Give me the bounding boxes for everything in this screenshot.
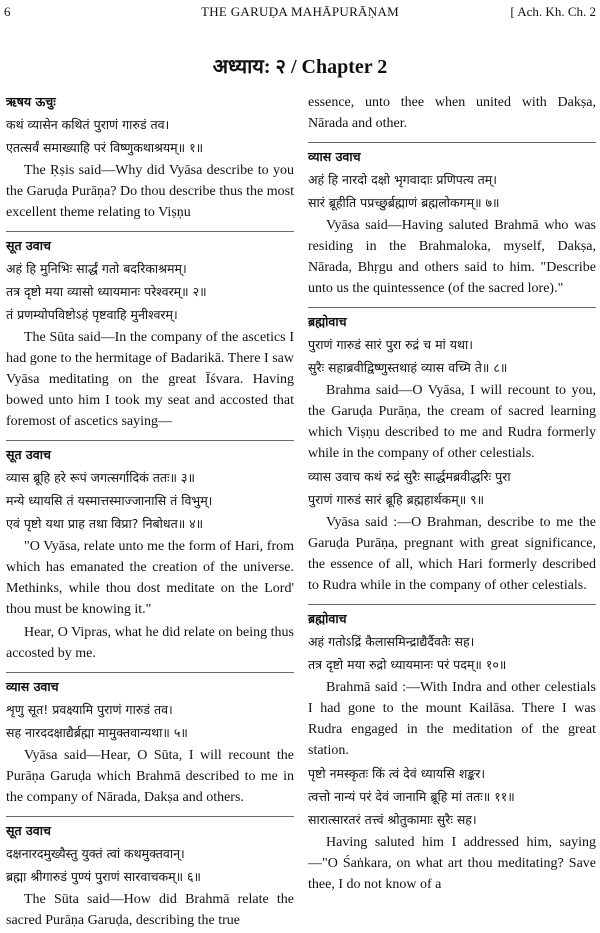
sanskrit-verse: पुराणं गारुडं सारं ब्रूहि ब्रह्महार्थकम्॥ ९॥ — [308, 492, 485, 507]
sanskrit-verse: कथं व्यासेन कथितं पुराणं गारुडं तव। — [6, 117, 170, 132]
section-ref: [ Ach. Kh. Ch. 2 — [510, 4, 596, 19]
speaker-heading: व्यास उवाच — [6, 679, 59, 694]
translation-paragraph: Brahma said—O Vyāsa, I will recount to you, the Garuḍa Purāṇa, the cream of sacred learning which Viṣṇu described to me and Rudra formerly while in the company of other celestials. — [308, 383, 596, 461]
sanskrit-verse: सह नारददक्षाद्यैर्ब्रह्मा मामुक्तवान्यथा॥ ५॥ — [6, 725, 188, 740]
speaker-heading: सूत उवाच — [6, 238, 51, 253]
translation-paragraph: "O Vyāsa, relate unto me the form of Hari, from which has emanated the creation of the universe. Methinks, while thou dost meditate on the Lord' thou must be knowing it." — [6, 539, 294, 617]
speaker-heading: सूत उवाच — [6, 447, 51, 462]
sanskrit-verse: सुरैः सहाब्रवीद्विष्णुस्तथाहं व्यास वच्मि ते॥ ८॥ — [308, 360, 508, 375]
right-column — [308, 92, 596, 897]
sanskrit-verse: तत्र दृष्टो मया व्यासो ध्यायमानः परेश्वरम्॥ २॥ — [6, 284, 207, 299]
divider — [6, 816, 294, 817]
running-header — [4, 4, 596, 22]
translation-paragraph: Having saluted him I addressed him, saying—"O Śaṅkara, on what art thou meditating? Save thee, I do not know of a — [308, 835, 596, 892]
sanskrit-verse: त्वत्तो नान्यं परं देवं जानामि ब्रूहि मां ततः॥ ११॥ — [308, 789, 515, 804]
sanskrit-verse: ब्रह्मा श्रीगारुडं पुण्यं पुराणं सारवाचकम्॥ ६॥ — [6, 869, 202, 884]
sanskrit-verse: दक्षनारदमुख्यैस्तु युक्तं त्वां कथमुक्तवान्। — [6, 846, 185, 861]
sanskrit-verse: व्यास ब्रूहि हरे रूपं जगत्सर्गादिकं ततः॥ ३॥ — [6, 470, 195, 485]
sanskrit-verse: व्यास उवाच कथं रुद्रं सुरैः सार्द्धमब्रवीद्धरिः पुरा — [308, 469, 511, 484]
translation-paragraph: The Ṛṣis said—Why did Vyāsa describe to you the Garuḍa Purāṇa? Do thou describe thus the most excellent theme relating to Viṣṇu — [6, 163, 294, 220]
speaker-heading: व्यास उवाच — [308, 149, 361, 164]
speaker-heading: सूत उवाच — [6, 823, 51, 838]
translation-paragraph: The Sūta said—How did Brahmā relate the sacred Purāṇa Garuḍa, describing the true — [6, 892, 294, 928]
speaker-heading: ऋषय ऊचुः — [6, 94, 56, 109]
sanskrit-verse: सारात्सारतरं तत्त्वं श्रोतुकामाः सुरैः सह। — [308, 812, 477, 827]
translation-paragraph: The Sūta said—In the company of the ascetics I had gone to the hermitage of Badarikā. There I saw Vyāsa meditating on the great Īśvara. Having bowed unto him I took my seat and accosted that foremost of ascetics saying— — [6, 330, 294, 429]
book-title: THE GARUḌA MAHĀPURĀṆAM — [200, 4, 399, 19]
divider — [6, 231, 294, 232]
speaker-heading: ब्रह्मोवाच — [308, 314, 347, 329]
sanskrit-verse: तं प्रणम्योपविष्टोऽहं पृष्टवाहि मुनीश्वरम्। — [6, 307, 178, 322]
translation-paragraph: Brahmā said :—With Indra and other celestials I had gone to the mount Kailāsa. There I was Rudra engaged in the meditation of the great station. — [308, 680, 596, 758]
chapter-title: अध्याय: २ / Chapter 2 — [212, 56, 388, 78]
sanskrit-verse: तत्र दृष्टो मया रुद्रो ध्यायमानः परं पदम्॥ १०॥ — [308, 657, 507, 672]
left-column — [6, 92, 294, 933]
translation-paragraph: Vyāsa said—Hear, O Sūta, I will recount the Purāṇa Garuḍa which Brahmā described to me in the company of Nārada, Dakṣa and others. — [6, 748, 294, 805]
divider — [308, 604, 596, 605]
sanskrit-verse: पृष्टो नमस्कृतः किं त्वं देवं ध्यायसि शङ्कर। — [308, 766, 486, 781]
translation-paragraph: Vyāsa said—Having saluted Brahmā who was residing in the Brahmaloka, myself, Dakṣa, Nārada, Bhṛgu and others said to him. "Describe unto us the quintessence (of the sacred lore)." — [308, 218, 596, 296]
translation-paragraph: Vyāsa said :—O Brahman, describe to me the Garuḍa Purāṇa, pregnant with great significance, the essence of all, which Hari formerly described to Rudra while in the company of other celestials. — [308, 515, 596, 593]
translation-paragraph: Hear, O Vipras, what he did relate on being thus accosted by me. — [6, 625, 294, 661]
translation-paragraph: essence, unto thee when united with Dakṣa, Nārada and other. — [308, 95, 596, 131]
sanskrit-verse: अहं गतोऽद्रिं कैलासमिन्द्राद्यैर्दैवतैः सह। — [308, 634, 475, 649]
divider — [6, 440, 294, 441]
divider — [6, 672, 294, 673]
speaker-heading: ब्रह्मोवाच — [308, 611, 347, 626]
sanskrit-verse: मन्ये ध्यायसि तं यस्मात्तस्माज्जानासि तं विभुम्। — [6, 493, 213, 508]
divider — [308, 307, 596, 308]
page-number: 6 — [4, 4, 11, 19]
sanskrit-verse: अहं हि मुनिभिः सार्द्धं गतो बदरिकाश्रमम्। — [6, 261, 187, 276]
sanskrit-verse: सारं ब्रूहीति पप्रच्छुर्ब्रह्माणं ब्रह्मलोकगम्॥ ७॥ — [308, 195, 500, 210]
sanskrit-verse: एतत्सर्वं समाख्याहि परं विष्णुकथाश्रयम्॥ १॥ — [6, 140, 204, 155]
divider — [308, 142, 596, 143]
sanskrit-verse: अहं हि नारदो दक्षो भृगवादाः प्रणिपत्य तम्। — [308, 172, 498, 187]
sanskrit-verse: एवं पृष्टो यथा प्राह तथा विप्रा? निबोधत॥ ४॥ — [6, 516, 204, 531]
sanskrit-verse: शृणु सूत! प्रवक्ष्यामि पुराणं गारुडं तव। — [6, 702, 173, 717]
sanskrit-verse: पुराणं गारुडं सारं पुरा रुद्रं च मां यथा। — [308, 337, 473, 352]
